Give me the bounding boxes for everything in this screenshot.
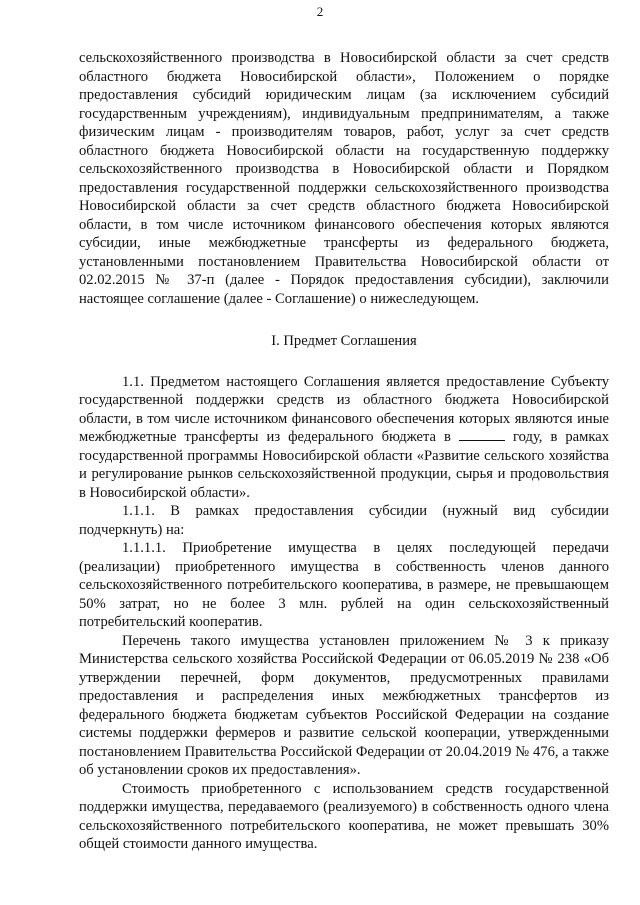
document-body	[79, 49, 609, 854]
cost-limit-paragraph: Стоимость приобретенного с использованием средств государственной поддержки имущества, передаваемого (реализуемого) в собственность одного члена сельскохозяйственного потребительского кооператива, не может превышать 30% общей стоимости данного имущества.	[79, 780, 609, 852]
clause-1-1-text-after-blank: году, в рамках государственной программы Новосибирской области «Развитие сельского хозяйства и регулирование рынков сельскохозяйственной продукции, сырья и продовольствия в Новосибирской области».	[79, 429, 610, 501]
year-blank-field	[459, 428, 505, 441]
clause-1-1-1-1: 1.1.1.1. Приобретение имущества в целях последующей передачи (реализации) приобретенного имущества в собственность членов данного сельскохозяйственного потребительского кооператива, в размере, не превышающем 50% затрат, но не более 3 млн. рублей на один сельскохозяйственный потребительский кооператив.	[79, 540, 609, 630]
intro-paragraph: сельскохозяйственного производства в Новосибирской области за счет средств областного бюджета Новосибирской области», Положением о порядке предоставления субсидий юридическим лицам (за исключением субсидий государственным учреждениям), индивидуальным предпринимателям, а также физическим лицам - производителям товаров, работ, услуг за счет средств областного бюджета Новосибирской области на государственную поддержку сельскохозяйственного производства в Новосибирской области и Порядком предоставления государственной поддержки сельскохозяйственного производства Новосибирской области за счет средств областного бюджета Новосибирской области, в том числе источником финансового обеспечения которых являются субсидии, иные межбюджетные трансферты из федерального бюджета, установленными постановлением Правительства Новосибирской области от 02.02.2015 № 37-п (далее - Порядок предоставления субсидии), заключили настоящее соглашение (далее - Соглашение) о нижеследующем.	[79, 50, 609, 307]
clause-1-1	[79, 373, 609, 503]
page-number: 2	[316, 4, 324, 19]
section-heading: I. Предмет Соглашения	[271, 333, 417, 349]
property-list-paragraph: Перечень такого имущества установлен приложением № 3 к приказу Министерства сельского хозяйства Российской Федерации от 06.05.2019 № 238 «Об утверждении перечней, форм документов, предусмотренных правилами предоставления и распределения иных межбюджетных трансфертов из федерального бюджета бюджетам субъектов Российской Федерации на создание системы поддержки фермеров и развитие сельской кооперации, утвержденными постановлением Правительства Российской Федерации от 20.04.2019 № 476, а также об установлении сроков их предоставления».	[79, 632, 609, 778]
clause-1-1-text-before-blank: 1.1. Предметом настоящего Соглашения является предоставление Субъекту государственной поддержки средств из областного бюджета Новосибирской области, в том числе источником финансового обеспечения которых являются иные межбюджетные трансферты из федерального бюджета в	[79, 373, 609, 445]
clause-1-1-1: 1.1.1. В рамках предоставления субсидии (нужный вид субсидии подчеркнуть) на:	[79, 503, 609, 538]
